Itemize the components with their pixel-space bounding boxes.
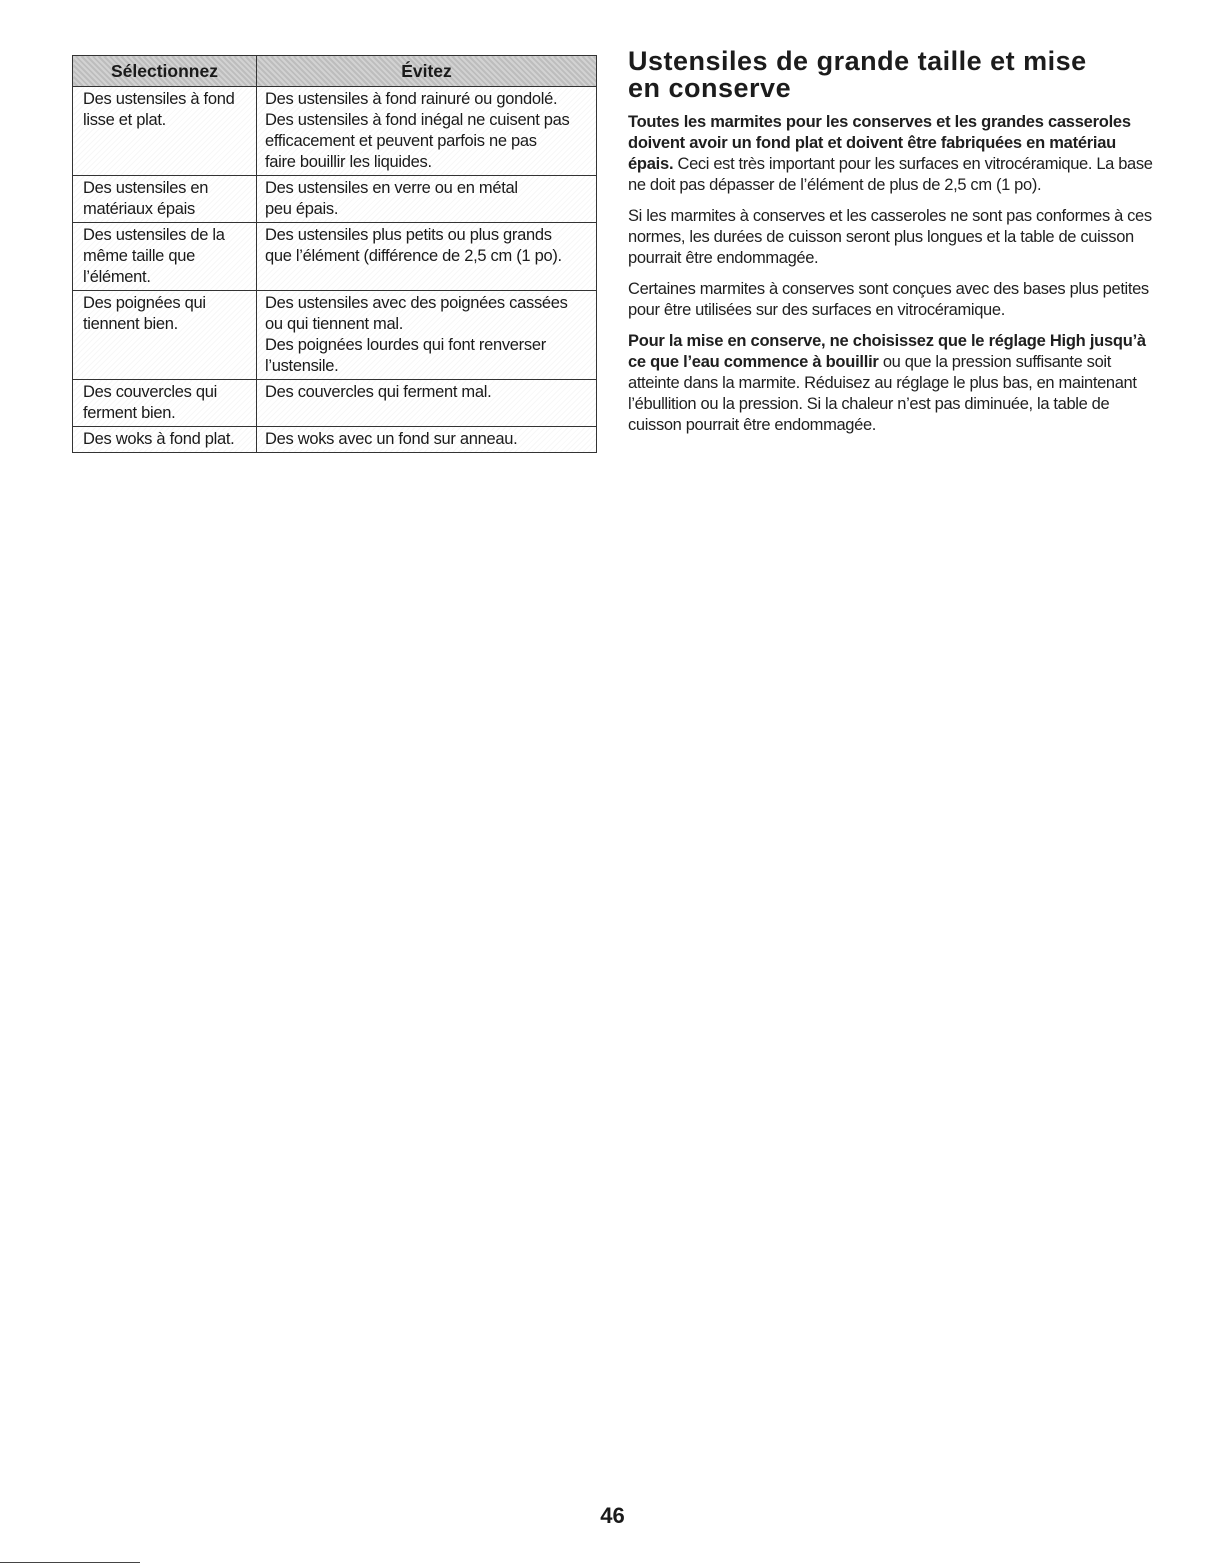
table-row	[73, 427, 597, 453]
select-cell: Des ustensiles à fond lisse et plat.	[83, 90, 235, 129]
table-row	[73, 223, 597, 291]
table-header-row	[73, 56, 597, 87]
select-cell: Des woks à fond plat.	[83, 430, 235, 448]
paragraph-1-bold: Toutes les marmites pour les conserves et les grandes casseroles doivent avoir un fond plat et doivent être fabriquées en matériau épais.	[628, 113, 1131, 173]
section-title-line1: Ustensiles de grande taille et mise	[628, 46, 1087, 76]
avoid-cell: Des couvercles qui ferment mal.	[265, 383, 492, 401]
canning-section	[628, 48, 1153, 436]
avoid-cell: Des ustensiles à fond rainuré ou gondolé. Des ustensiles à fond inégal ne cuisent pas efficacement et peuvent parfois ne pas faire bouillir les liquides.	[265, 90, 570, 171]
header-avoid: Évitez	[257, 56, 597, 87]
page-number: 46	[600, 1503, 625, 1528]
footer-rule	[0, 1562, 140, 1563]
select-cell: Des ustensiles de la même taille que l’élément.	[83, 226, 225, 286]
avoid-cell: Des ustensiles plus petits ou plus grands que l’élément (différence de 2,5 cm (1 po).	[265, 226, 562, 265]
section-title-line2: en conserve	[628, 73, 792, 103]
avoid-cell: Des ustensiles avec des poignées cassées ou qui tiennent mal. Des poignées lourdes qui font renverser l’ustensile.	[265, 294, 568, 375]
paragraph-2: Si les marmites à conserves et les casseroles ne sont pas conformes à ces normes, les durées de cuisson seront plus longues et la table de cuisson pourrait être endommagée.	[628, 207, 1152, 267]
section-title	[628, 48, 1153, 102]
avoid-cell: Des woks avec un fond sur anneau.	[265, 430, 518, 448]
cookware-selection-table	[72, 55, 597, 453]
avoid-cell: Des ustensiles en verre ou en métal peu épais.	[265, 179, 518, 218]
paragraph-4-bold: Pour la mise en conserve, ne choisissez que le réglage High jusqu’à ce que l’eau commence à bouillir	[628, 332, 1146, 371]
table-row	[73, 380, 597, 427]
paragraph-3: Certaines marmites à conserves sont conçues avec des bases plus petites pour être utilisées sur des surfaces en vitrocéramique.	[628, 280, 1149, 319]
paragraph-1-text: Ceci est très important pour les surfaces en vitrocéramique. La base ne doit pas dépasser de l’élément de plus de 2,5 cm (1 po).	[628, 155, 1153, 194]
select-cell: Des couvercles qui ferment bien.	[83, 383, 217, 422]
table-row	[73, 87, 597, 176]
paragraph-1	[628, 112, 1153, 196]
select-cell: Des poignées qui tiennent bien.	[83, 294, 206, 333]
table-row	[73, 291, 597, 380]
paragraph-4	[628, 331, 1153, 436]
header-select: Sélectionnez	[73, 56, 257, 87]
table-row	[73, 176, 597, 223]
paragraph-4-text: ou que la pression suffisante soit atteinte dans la marmite. Réduisez au réglage le plus bas, en maintenant l’ébullition ou la pression. Si la chaleur n’est pas diminuée, la table de cuisson pourrait être endommagée.	[628, 353, 1137, 434]
select-cell: Des ustensiles en matériaux épais	[83, 179, 209, 218]
